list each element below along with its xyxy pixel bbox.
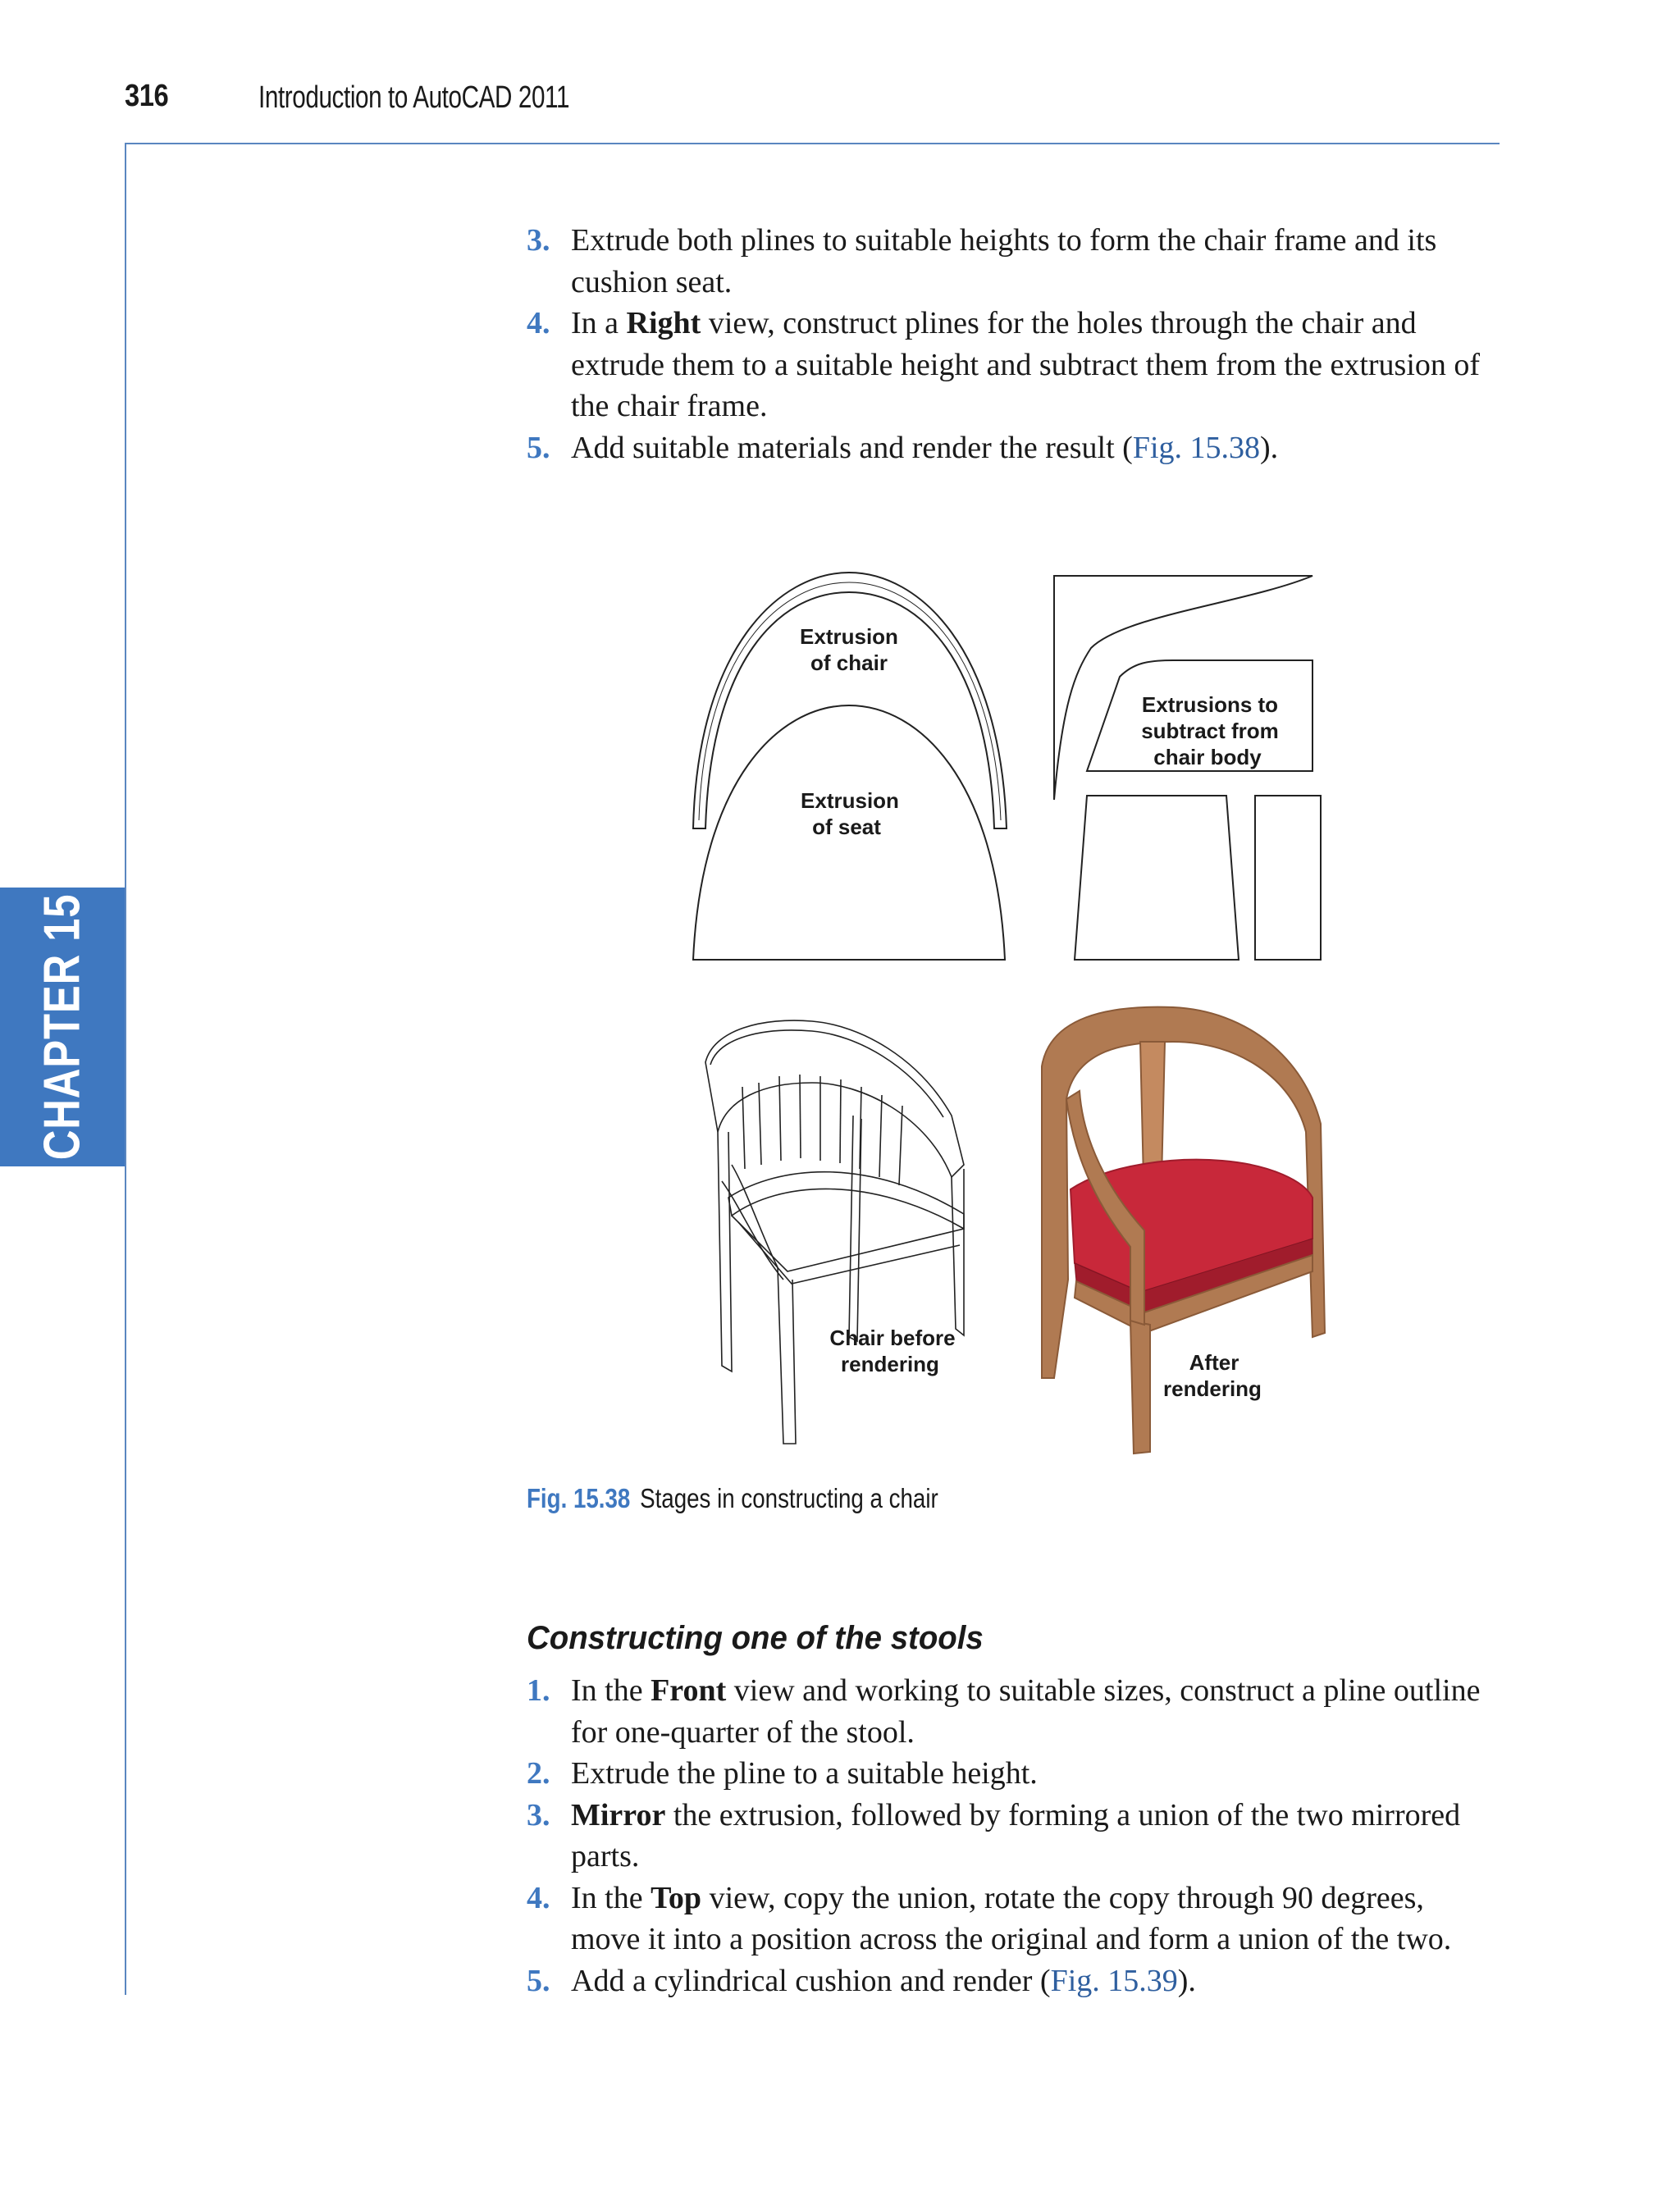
margin-rule bbox=[125, 143, 126, 1995]
step-number: 4. bbox=[527, 1880, 550, 1915]
step-number: 4. bbox=[527, 306, 550, 340]
list-item bbox=[527, 427, 1495, 469]
running-head: Introduction to AutoCAD 2011 bbox=[258, 80, 570, 115]
step-keyword: Front bbox=[651, 1673, 727, 1708]
step-text: Extrude both plines to suitable heights to form the chair frame and its cushion seat. bbox=[571, 223, 1437, 299]
step-keyword: Right bbox=[626, 306, 701, 340]
front-leg bbox=[1130, 1321, 1150, 1454]
step-text-post: the extrusion, followed by forming a union of the two mirrored parts. bbox=[571, 1797, 1461, 1873]
step-text-pre: Add a cylindrical cushion and render ( bbox=[571, 1963, 1051, 1998]
label-line: chair body bbox=[1153, 745, 1262, 769]
chair-construction-illustration bbox=[681, 558, 1337, 1460]
step-text-pre: In the bbox=[571, 1880, 651, 1915]
steps-list-bottom bbox=[527, 1670, 1495, 2001]
page-number: 316 bbox=[125, 79, 169, 113]
step-number: 2. bbox=[527, 1756, 550, 1791]
step-number: 5. bbox=[527, 1963, 550, 1998]
label-line: Extrusion bbox=[801, 788, 899, 813]
label-line: Chair before bbox=[829, 1326, 956, 1350]
label-line: Extrusions to bbox=[1141, 692, 1279, 717]
chair-extrusion-inner-line bbox=[699, 582, 1001, 820]
label-line: of seat bbox=[812, 815, 881, 839]
figure-label: Fig. 15.38 bbox=[527, 1483, 631, 1513]
step-number: 5. bbox=[527, 430, 550, 465]
step-text-pre: In the bbox=[571, 1673, 651, 1708]
step-text: Extrude the pline to a suitable height. bbox=[571, 1756, 1038, 1791]
step-text-post: ). bbox=[1260, 430, 1279, 465]
label-line: Extrusion bbox=[800, 624, 898, 649]
list-item bbox=[527, 1753, 1495, 1795]
chapter-tab bbox=[0, 888, 125, 1166]
step-text-post: ). bbox=[1177, 1963, 1196, 1998]
figure-reference-link[interactable]: Fig. 15.38 bbox=[1132, 430, 1261, 465]
step-text-post: view, copy the union, rotate the copy through 90 degrees, move it into a position across the original and form a union of the two. bbox=[571, 1880, 1452, 1956]
step-number: 3. bbox=[527, 223, 550, 258]
step-text-post: view and working to suitable sizes, construct a pline outline for one-quarter of the stool. bbox=[571, 1673, 1481, 1750]
label-line: rendering bbox=[1163, 1376, 1262, 1401]
list-item bbox=[527, 1795, 1495, 1878]
label-line: subtract from bbox=[1141, 719, 1279, 743]
steps-list-top bbox=[527, 220, 1495, 468]
figure-15-38 bbox=[681, 558, 1337, 1460]
label-after-rendering bbox=[1163, 1350, 1262, 1401]
subtract-profile-rect bbox=[1255, 796, 1321, 960]
figure-caption bbox=[527, 1483, 938, 1514]
label-before-rendering bbox=[829, 1326, 955, 1376]
list-item bbox=[527, 1960, 1495, 2002]
list-item bbox=[527, 1670, 1495, 1753]
label-line: of chair bbox=[810, 650, 888, 675]
step-text-pre: In a bbox=[571, 306, 627, 340]
list-item bbox=[527, 1878, 1495, 1960]
section-heading: Constructing one of the stools bbox=[527, 1620, 984, 1656]
step-number: 3. bbox=[527, 1797, 550, 1832]
header-rule bbox=[125, 143, 1500, 144]
step-keyword: Mirror bbox=[571, 1797, 666, 1832]
label-line: rendering bbox=[841, 1352, 939, 1376]
step-text-pre: Add suitable materials and render the result ( bbox=[571, 430, 1133, 465]
list-item bbox=[527, 303, 1495, 427]
list-item bbox=[527, 220, 1495, 303]
label-line: After bbox=[1189, 1350, 1239, 1375]
figure-reference-link[interactable]: Fig. 15.39 bbox=[1050, 1963, 1178, 1998]
subtract-profile-trapezoid bbox=[1075, 796, 1239, 960]
label-extrusion-chair bbox=[800, 624, 898, 675]
step-number: 1. bbox=[527, 1673, 550, 1708]
label-extrusions-subtract bbox=[1141, 692, 1279, 769]
caption-text: Stages in constructing a chair bbox=[640, 1483, 938, 1513]
step-keyword: Top bbox=[651, 1880, 702, 1915]
step-text-post: view, construct plines for the holes through the chair and extrude them to a suitable height and subtract them from the extrusion of the chair frame. bbox=[571, 306, 1481, 423]
label-extrusion-seat bbox=[801, 788, 899, 839]
chapter-tab-label: CHAPTER 15 bbox=[34, 893, 91, 1161]
wireframe-chair bbox=[705, 1020, 964, 1444]
